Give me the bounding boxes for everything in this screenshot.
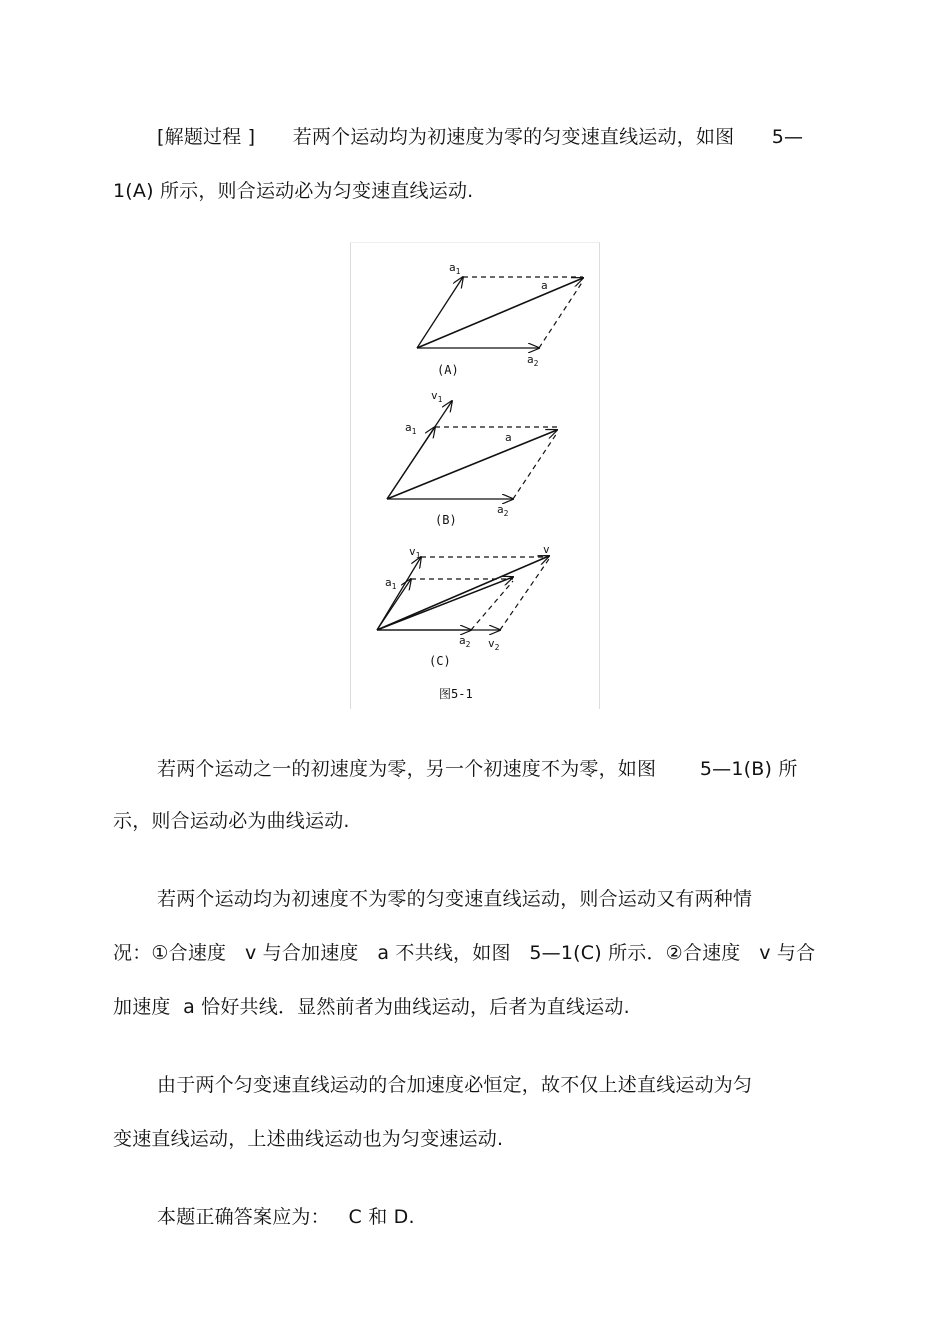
panel-a <box>417 261 583 377</box>
paragraph-4-line-2: 变速直线运动，上述曲线运动也为匀变速运动. <box>113 1128 504 1150</box>
figure-caption: 图5-1 <box>439 687 473 701</box>
label-a1: $a_1$ <box>449 261 461 276</box>
vector-a <box>387 430 557 499</box>
paragraph-1-line-1: [解题过程 ] 若两个运动均为初速度为零的匀变速直线运动，如图 5— <box>157 126 804 148</box>
vector-diagram <box>351 243 599 709</box>
vector-a <box>377 577 513 630</box>
label-v1: $v_1$ <box>431 389 443 404</box>
paragraph-3-line-2: 况：①合速度 v 与合加速度 a 不共线，如图 5—1(C) 所示．②合速度 v 与合 <box>113 942 816 964</box>
label-a2: $a_2$ <box>497 503 509 518</box>
panel-c-label: (C) <box>429 654 451 668</box>
paragraph-2-line-2: 示，则合运动必为曲线运动. <box>113 810 350 832</box>
label-a: a <box>505 431 512 444</box>
label-v2: $v_2$ <box>488 637 500 652</box>
label-a: a <box>541 279 548 292</box>
paragraph-5-answer: 本题正确答案应为： C 和 D. <box>157 1206 415 1228</box>
vector-a <box>417 278 583 348</box>
vector-a1 <box>387 427 435 499</box>
label-v1: $v_1$ <box>409 545 421 560</box>
paragraph-3-line-3: 加速度 a 恰好共线．显然前者为曲线运动，后者为直线运动. <box>113 996 630 1018</box>
paragraph-4-line-1: 由于两个匀变速直线运动的合加速度必恒定，故不仅上述直线运动为匀 <box>157 1074 753 1096</box>
paragraph-1-line-2: 1(A) 所示，则合运动必为匀变速直线运动. <box>113 180 474 202</box>
label-a1: $a_1$ <box>385 576 397 591</box>
panel-c <box>377 543 550 668</box>
label-a2: $a_2$ <box>527 353 539 368</box>
figure-5-1 <box>350 242 600 709</box>
dashed-line <box>513 433 557 499</box>
paragraph-3-line-1: 若两个运动均为初速度不为零的匀变速直线运动，则合运动又有两种情 <box>157 888 753 910</box>
vector-v <box>377 556 549 630</box>
vector-a1 <box>417 277 463 348</box>
dashed-line <box>471 581 513 630</box>
paragraph-2-line-1: 若两个运动之一的初速度为零，另一个初速度不为零，如图 5—1(B) 所 <box>157 758 798 780</box>
panel-b-label: (B) <box>435 513 457 527</box>
dashed-line <box>500 559 549 630</box>
label-v: v <box>543 543 550 556</box>
panel-a-label: (A) <box>437 363 459 377</box>
panel-b <box>387 389 557 527</box>
label-a1: $a_1$ <box>405 421 417 436</box>
label-a2: $a_2$ <box>459 634 471 649</box>
